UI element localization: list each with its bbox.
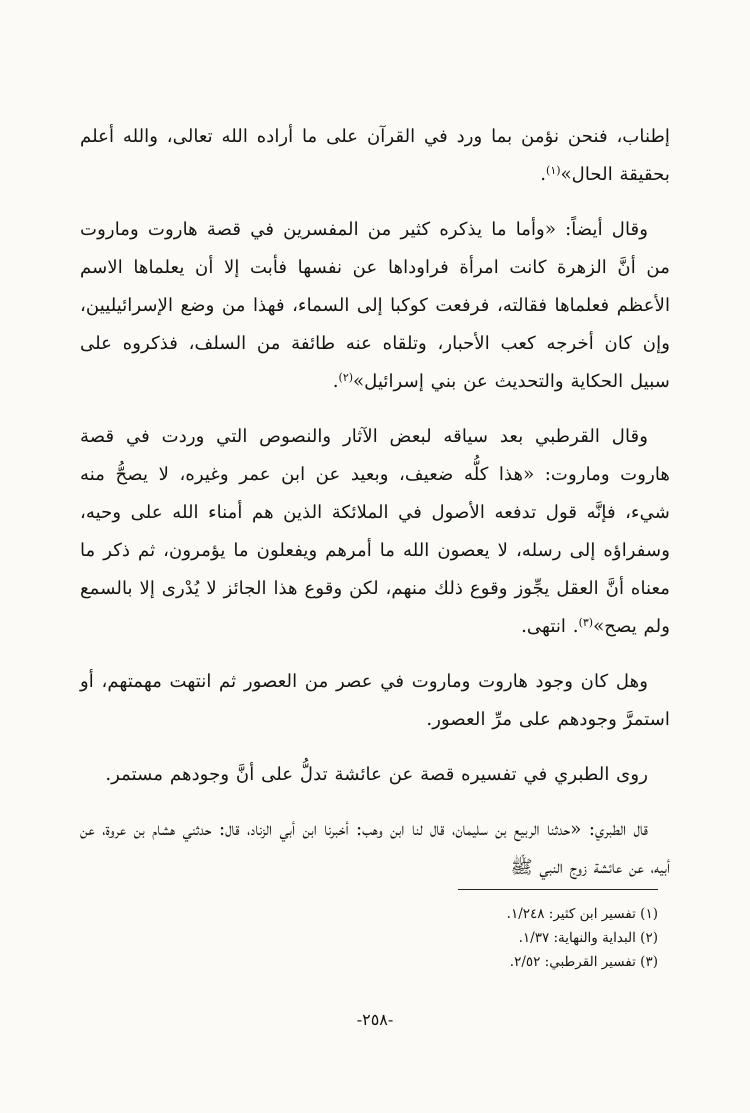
body-text: [80, 118, 670, 904]
footnote-1: (١) تفسير ابن كثير: ١/٢٤٨.: [506, 906, 658, 922]
paragraph-text: إطناب، فنحن نؤمن بما ورد في القرآن على ما أراده الله تعالى، والله أعلم بحقيقة الحال»: [80, 126, 670, 185]
page-number: -٢٥٨-: [356, 1010, 394, 1029]
footnote-2: (٢) البداية والنهاية: ١/٣٧.: [518, 930, 658, 946]
paragraph-tail: .: [332, 371, 339, 392]
paragraph-5: [80, 756, 670, 794]
footnote-separator: [458, 889, 658, 890]
paragraph-text: روى الطبري في تفسيره قصة عن عائشة تدلُّ على أنَّ وجودهم مستمر.: [105, 764, 648, 785]
paragraph-6: [80, 811, 670, 887]
footnote-marker-3: (٣): [578, 616, 594, 629]
paragraph-text: وقال القرطبي بعد سياقه لبعض الآثار والنصوص التي وردت في قصة هاروت وماروت: «هذا كلُّه ضعيف، وبعيد عن ابن عمر وغيره، لا يصحُّ منه شيء، فإنَّه قول تدفعه الأصول في الملائكة الذين هم أمناء الله على وحيه، وسفراؤه إلى رسله، لا يعصون الله ما أمرهم ويفعلون ما يؤمرون، ثم ذكر ما معناه أنَّ العقل يجِّوز وقوع ذلك منهم، لكن وقوع هذا الجائز لا يُدْرى إلا بالسمع ولم يصح»: [80, 426, 670, 637]
paragraph-1: [80, 118, 670, 194]
footnote-3: (٣) تفسير القرطبي: ٢/٥٢.: [509, 954, 658, 970]
paragraph-2: [80, 211, 670, 401]
paragraph-tail: . انتهى.: [521, 616, 579, 637]
footnote-marker-2: (٢): [338, 371, 354, 384]
paragraph-tail: .: [540, 164, 547, 185]
paragraph-4: [80, 663, 670, 739]
paragraph-text: وقال أيضاً: «وأما ما يذكره كثير من المفسرين في قصة هاروت وماروت من أنَّ الزهرة كانت امرأة فراوداها عن نفسها فأبت إلا أن يعلماها الاسم الأعظم فعلماها فقالته، فرفعت كوكبا إلى السماء، فهذا من وضع الإسرائيليين، وإن كان أخرجه كعب الأحبار، وتلقاه عنه طائفة من السلف، فذكروه على سبيل الحكاية والتحديث عن بني إسرائيل»: [80, 219, 670, 392]
paragraph-3: [80, 418, 670, 646]
paragraph-text: قال الطبري: «حدثنا الربيع بن سليمان، قال لنا ابن وهب: أخبرنا ابن أبي الزناد، قال: حدثني هشام بن عروة، عن أبيه، عن عائشة زوج النبي ﷺ: [80, 819, 670, 878]
footnotes: [258, 902, 658, 974]
footnote-marker-1: (١): [546, 164, 561, 177]
paragraph-text: وهل كان وجود هاروت وماروت في عصر من العصور ثم انتهت مهمتهم، أو استمرَّ وجودهم على مرِّ العصور.: [80, 671, 670, 730]
